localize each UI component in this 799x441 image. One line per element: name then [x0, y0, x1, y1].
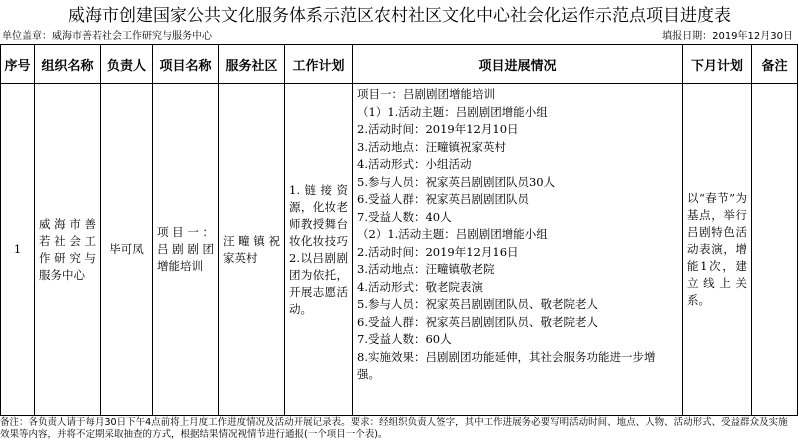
- progress-line: （1）1.活动主题：吕剧剧团增能小组: [357, 104, 548, 119]
- progress-line: 6.受益人群：祝家英吕剧剧团队员、敬老院老人: [357, 314, 598, 329]
- progress-line: 3.活动地点：汪疃镇祝家英村: [357, 139, 506, 154]
- header-leader: 负责人: [101, 45, 153, 84]
- page-title: 威海市创建国家公共文化服务体系示范区农村社区文化中心社会化运作示范点项目进度表: [68, 6, 731, 26]
- progress-table: [0, 44, 798, 416]
- progress-line: 2.活动时间：2019年12月16日: [357, 244, 519, 259]
- header-project: 项目名称: [153, 45, 219, 84]
- progress-line: 7.受益人数：40人: [357, 209, 452, 224]
- cell-leader: 毕可凤: [101, 84, 153, 416]
- header-progress: 项目进展情况: [353, 45, 683, 84]
- cell-index: 1: [1, 84, 35, 416]
- progress-line: 7.受益人数：60人: [357, 332, 452, 346]
- progress-line: 项目一：吕剧剧团增能培训: [357, 87, 495, 101]
- header-next-plan: 下月计划: [683, 45, 752, 84]
- cell-remark: [752, 84, 798, 416]
- community-name: 汪疃镇祝家英村: [223, 233, 280, 265]
- cell-community: [219, 84, 285, 416]
- header-row: [1, 45, 798, 84]
- header-org: 组织名称: [35, 45, 101, 84]
- unit-label: 单位盖章：威海市善若社会工作研究与服务中心: [2, 31, 212, 42]
- cell-next-plan: [683, 84, 752, 416]
- table-row: [1, 84, 798, 416]
- header-plan: 工作计划: [285, 45, 353, 84]
- header-index: 序号: [1, 45, 35, 84]
- progress-line: 8.实施效果：吕剧剧团功能延伸，其社会服务功能进一步增强。: [357, 349, 656, 381]
- progress-line: 5.参与人员：祝家英吕剧剧团队员、敬老院老人: [357, 297, 598, 311]
- progress-line: 2.活动时间：2019年12月10日: [357, 122, 519, 136]
- header-remark: 备注: [752, 45, 798, 84]
- progress-line: （2）1.活动主题：吕剧剧团增能小组: [357, 227, 548, 241]
- footnote: 备注：各负责人请于每月30日下午4点前将上月度工作进度情况及活动开展记录表。要求：经组织负责人签字，其中工作进展务必要写明活动时间、地点、人物、活动形式、受益群众及实施效果等内容，并将不定期采取抽查的方式，根据结果情况视情节进行通报(一个项目一个表)。: [0, 417, 788, 440]
- next-month-plan: 以“春节”为基点，举行吕剧特色活动表演，增能1次，建立线上关系。: [687, 191, 747, 307]
- cell-project: [153, 84, 219, 416]
- header-community: 服务社区: [219, 45, 285, 84]
- progress-line: 6.受益人群：祝家英吕剧剧团队员: [357, 192, 529, 206]
- work-plan: 1.链接资源，化妆老师教授舞台妆化妆技巧 2.以吕剧剧团为依托，开展志愿活动。: [289, 182, 348, 316]
- progress-line: 5.参与人员：祝家英吕剧剧团队员30人: [357, 174, 556, 189]
- cell-plan: [285, 84, 353, 416]
- fill-date: 填报日期：2019年12月30日: [662, 31, 793, 42]
- cell-progress: [353, 84, 683, 416]
- progress-line: 4.活动形式：敬老院表演: [357, 279, 483, 294]
- progress-line: 4.活动形式：小组活动: [357, 157, 472, 171]
- project-name: 项目一：吕剧剧团增能培训: [157, 225, 214, 273]
- org-name: 威海市善若社会工作研究与服务中心: [39, 216, 96, 282]
- cell-org: [35, 84, 101, 416]
- progress-line: 3.活动地点：汪疃镇敬老院: [357, 262, 495, 276]
